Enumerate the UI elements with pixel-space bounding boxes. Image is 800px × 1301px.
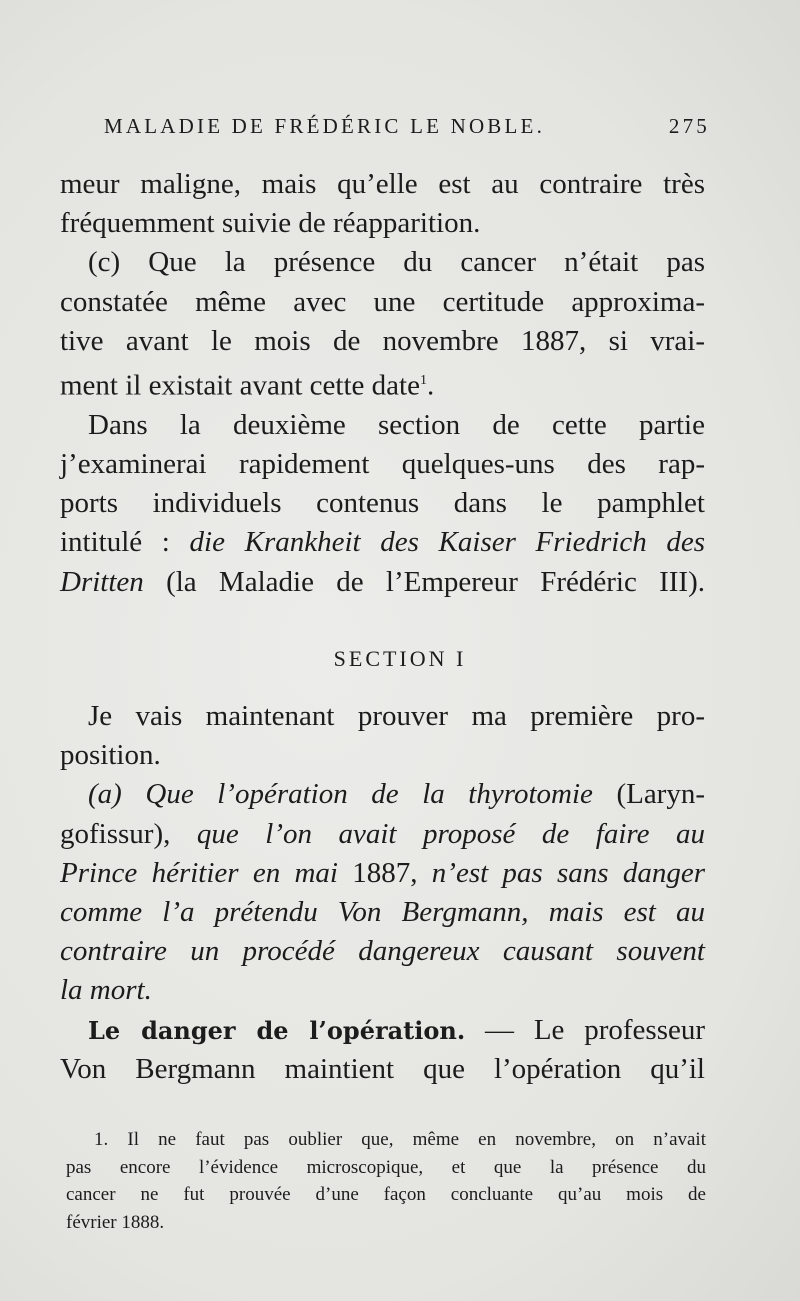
text-fragment: (a) — [88, 778, 146, 811]
footnote-line: cancer ne fut prouvée d’une façon concluante qu’au mois de — [66, 1184, 706, 1205]
text-fragment: n’est pas sans danger — [417, 856, 705, 889]
text-line: tive avant le mois de novembre 1887, si vrai- — [60, 324, 705, 357]
text-line — [60, 523, 705, 562]
text-fragment: 1887, — [352, 856, 418, 889]
bold-heading: Le danger de l’opération. — [88, 1015, 466, 1045]
text-line — [60, 893, 705, 932]
text-fragment: . — [426, 369, 435, 402]
body-text-top — [60, 165, 705, 602]
text-fragment: — Le professeur — [465, 1013, 706, 1046]
footnote-line: février 1888. — [66, 1211, 165, 1233]
text-line — [60, 815, 705, 854]
section-heading: SECTION I — [333, 646, 467, 671]
text-line — [60, 1011, 705, 1050]
footnote-ref: 1 — [419, 373, 427, 389]
running-header — [104, 114, 710, 139]
text-line — [60, 775, 705, 814]
text-line — [60, 563, 705, 602]
text-line — [60, 361, 705, 406]
text-line: Je vais maintenant prouver ma première pro- — [88, 700, 705, 732]
text-fragment: comme l’a prétendu Von Bergmann, mais est au — [60, 896, 705, 929]
running-title: MALADIE DE FRÉDÉRIC LE NOBLE. — [104, 114, 546, 138]
text-line: Dans la deuxième section de cette partie — [88, 408, 705, 441]
text-fragment: la mort. — [60, 974, 152, 1007]
page-number: 275 — [668, 114, 710, 138]
text-fragment: (Laryn- — [592, 778, 706, 811]
text-fragment: contraire un procédé dangereux causant souvent — [60, 935, 705, 968]
italic-title: die Krankheit des Kaiser Friedrich des — [189, 526, 706, 559]
footnote-line: 1. Il ne faut pas oublier que, même en novembre, on n’avait — [94, 1129, 706, 1150]
text-fragment: (la Maladie de l’Empereur Frédéric III). — [143, 565, 705, 598]
body-text-bottom — [60, 697, 705, 1089]
text-line — [60, 971, 705, 1010]
text-line — [60, 932, 705, 971]
text-line: (c) Que la présence du cancer n’était pas — [88, 246, 705, 279]
text-line: constatée même avec une certitude approxima- — [60, 285, 705, 318]
text-fragment: intitulé : — [60, 526, 190, 559]
text-line: fréquemment suivie de réapparition. — [60, 207, 481, 240]
text-line — [60, 854, 705, 893]
text-line: meur maligne, mais qu’elle est au contraire très — [60, 168, 705, 200]
text-fragment: que l’on avait proposé de faire au — [196, 817, 705, 850]
text-fragment: ment il existait avant cette date — [60, 369, 420, 402]
text-line: ports individuels contenus dans le pamphlet — [60, 487, 705, 520]
italic-title: Dritten — [60, 565, 144, 598]
text-fragment: Que l’opération de la thyrotomie — [145, 778, 593, 811]
footnote — [66, 1126, 706, 1236]
text-fragment: gofissur), — [60, 817, 197, 850]
text-fragment: Prince héritier en mai — [60, 856, 353, 889]
text-line: Von Bergmann maintient que l’opération qu’il — [60, 1052, 705, 1085]
text-line: position. — [60, 739, 161, 772]
footnote-line: pas encore l’évidence microscopique, et que la présence du — [66, 1156, 706, 1178]
text-line: j’examinerai rapidement quelques-uns des rap- — [60, 448, 705, 481]
